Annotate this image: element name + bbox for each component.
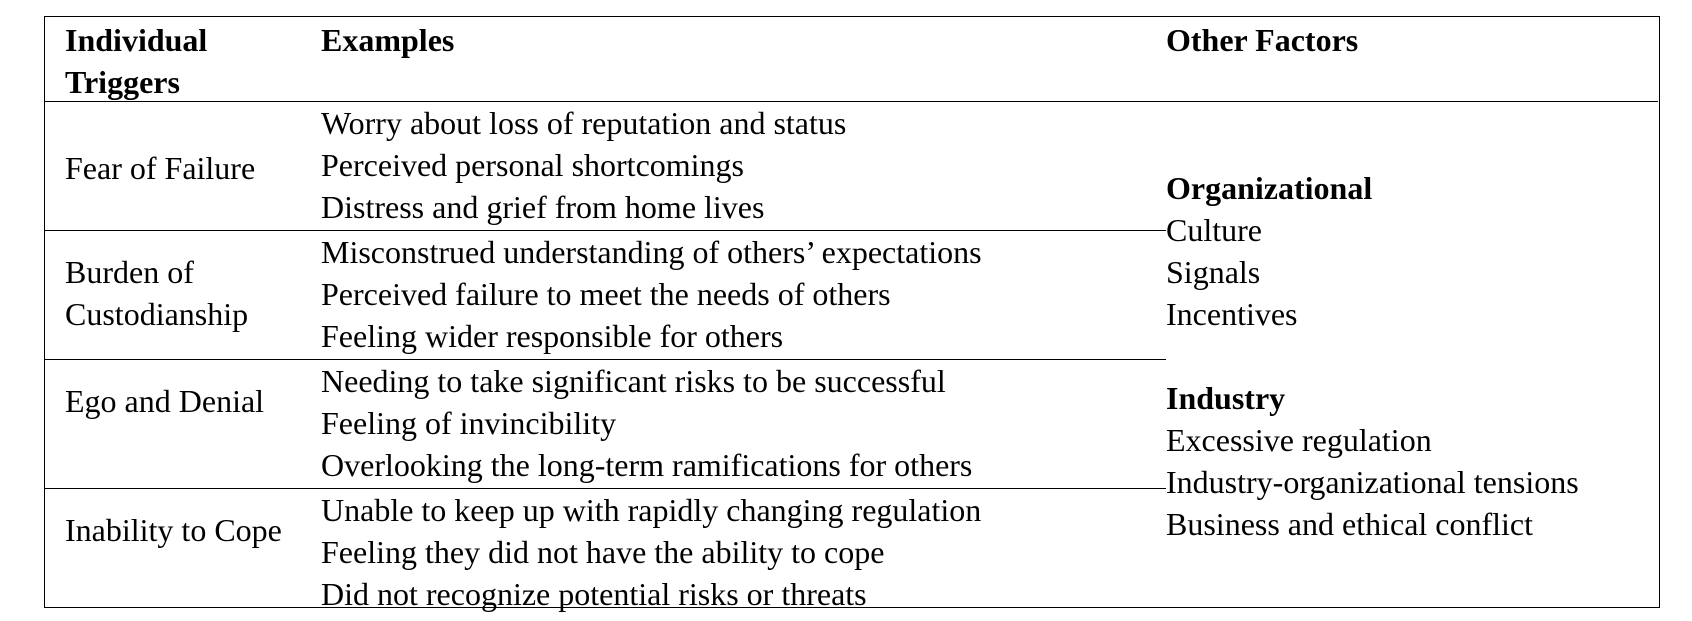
example-item: Perceived failure to meet the needs of others: [321, 276, 891, 312]
example-item: Perceived personal shortcomings: [321, 147, 744, 183]
factor-item: Incentives: [1166, 296, 1298, 332]
example-item: Did not recognize potential risks or threats: [321, 576, 867, 612]
factor-group-title-organizational: Organizational: [1166, 170, 1373, 206]
factor-item: Culture: [1166, 212, 1262, 248]
trigger-label: Fear of Failure: [65, 150, 256, 186]
header-examples: Examples: [321, 22, 455, 58]
trigger-label: Inability to Cope: [65, 512, 282, 548]
examples-list: [321, 102, 846, 228]
example-item: Needing to take significant risks to be successful: [321, 363, 946, 399]
trigger-label: Burden of Custodianship: [65, 254, 249, 332]
example-item: Feeling wider responsible for others: [321, 318, 784, 354]
factor-group-title-industry: Industry: [1166, 380, 1286, 416]
example-item: Overlooking the long-term ramifications for others: [321, 447, 973, 483]
example-item: Worry about loss of reputation and status: [321, 105, 847, 141]
header-other-factors: Other Factors: [1166, 22, 1359, 58]
factor-item: Industry-organizational tensions: [1166, 464, 1579, 500]
examples-list: [321, 360, 972, 486]
trigger-label: Ego and Denial: [65, 383, 265, 419]
example-item: Feeling they did not have the ability to cope: [321, 534, 885, 570]
example-item: Feeling of invincibility: [321, 405, 617, 441]
triggers-table: [44, 16, 1660, 612]
factor-item: Business and ethical conflict: [1166, 506, 1534, 542]
example-item: Misconstrued understanding of others’ expectations: [321, 234, 982, 270]
factor-item: Signals: [1166, 254, 1261, 290]
example-item: Distress and grief from home lives: [321, 189, 765, 225]
examples-list: [321, 231, 982, 357]
header-divider: [45, 101, 1658, 102]
other-factors-list: [1166, 167, 1579, 545]
examples-list: [321, 489, 981, 615]
example-item: Unable to keep up with rapidly changing regulation: [321, 492, 982, 528]
header-individual-triggers: Individual Triggers: [65, 22, 208, 100]
factor-item: Excessive regulation: [1166, 422, 1432, 458]
